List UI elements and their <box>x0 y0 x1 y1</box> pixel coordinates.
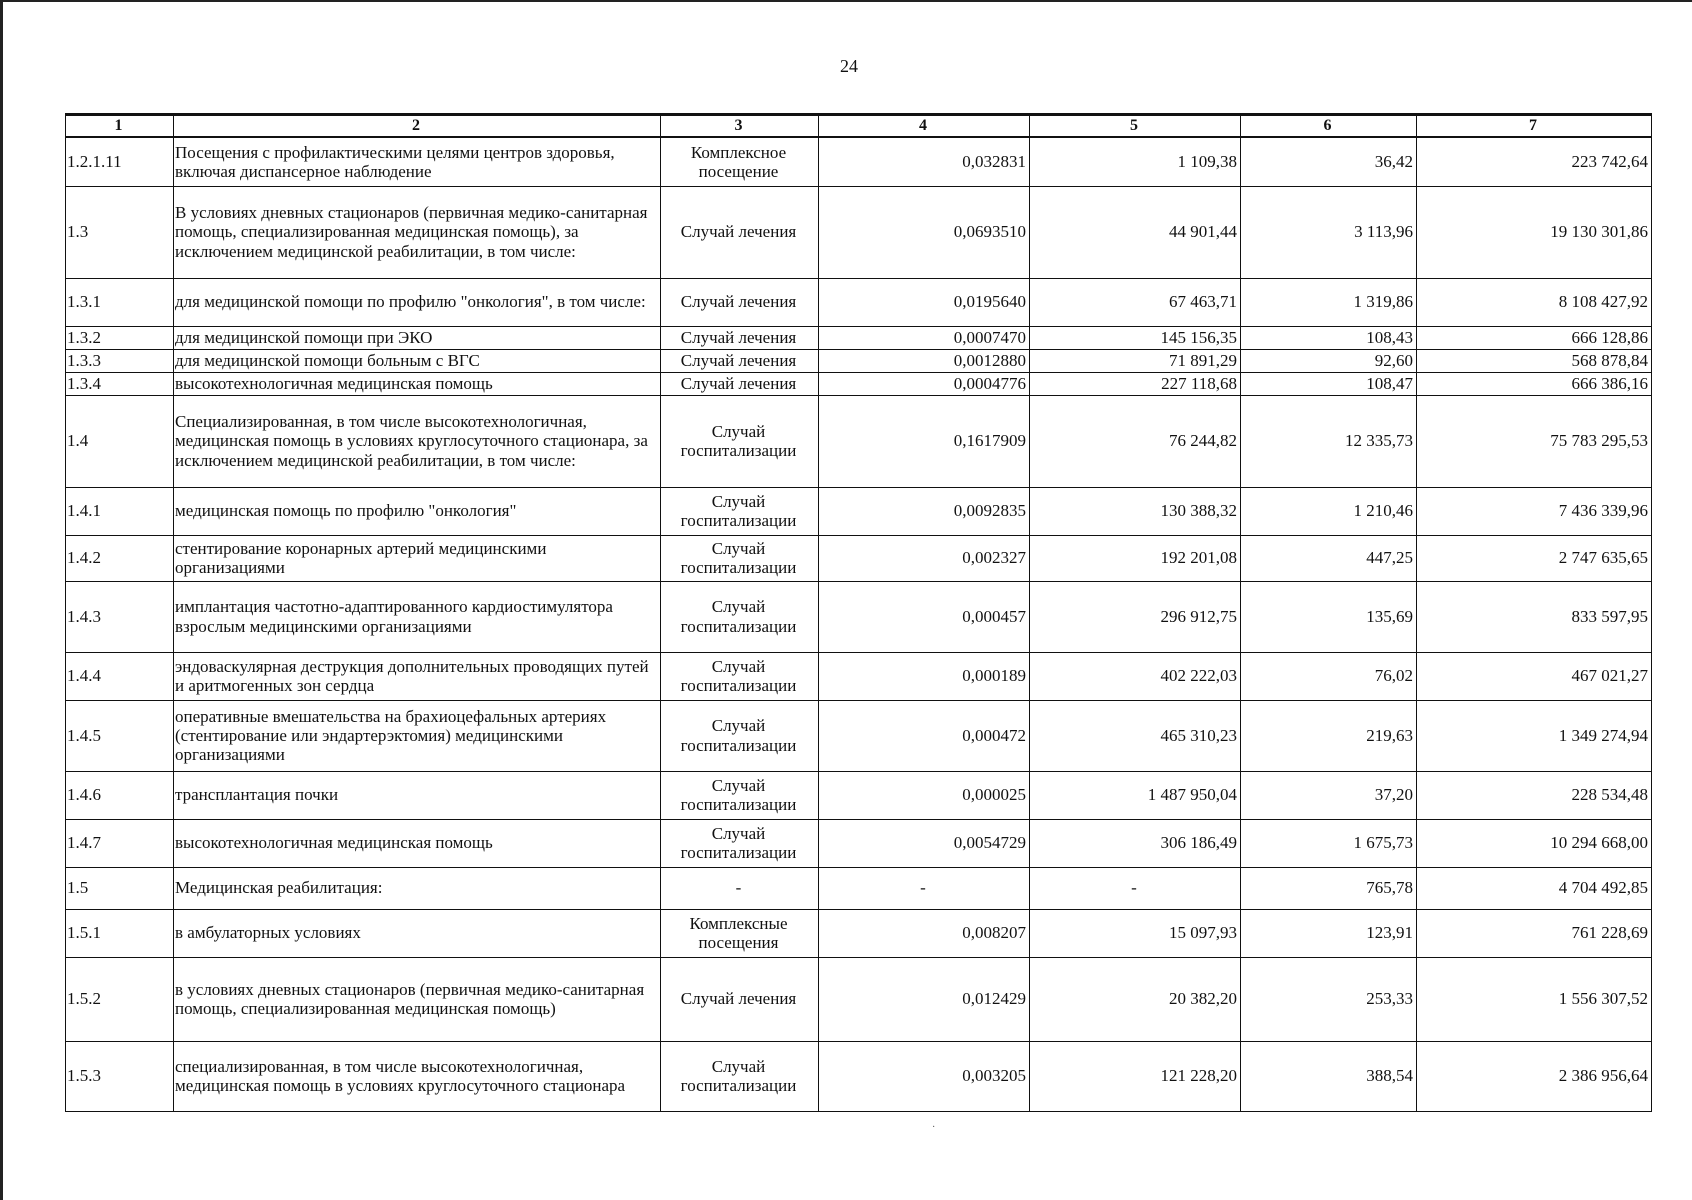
row-col-4: 0,000457 <box>819 581 1030 652</box>
row-col-5: 67 463,71 <box>1030 278 1241 326</box>
row-name: для медицинской помощи при ЭКО <box>174 326 661 349</box>
row-col-6: 1 675,73 <box>1241 819 1417 867</box>
row-col-5: 121 228,20 <box>1030 1041 1241 1111</box>
table-row <box>66 771 1652 819</box>
table-row <box>66 278 1652 326</box>
row-col-6: 219,63 <box>1241 700 1417 771</box>
row-name: трансплантация почки <box>174 771 661 819</box>
row-code: 1.4.6 <box>66 771 174 819</box>
row-col-7: 1 349 274,94 <box>1417 700 1652 771</box>
row-col-7: 2 386 956,64 <box>1417 1041 1652 1111</box>
row-unit: Случай госпитализации <box>661 1041 819 1111</box>
row-col-4: 0,0092835 <box>819 487 1030 535</box>
table-row <box>66 652 1652 700</box>
row-code: 1.4.1 <box>66 487 174 535</box>
row-name: В условиях дневных стационаров (первичная медико-санитарная помощь, специализированная медицинская помощь), за исключением медицинской реабилитации, в том числе: <box>174 186 661 278</box>
row-name: имплантация частотно-адаптированного кардиостимулятора взрослым медицинскими организациями <box>174 581 661 652</box>
row-col-7: 568 878,84 <box>1417 349 1652 372</box>
row-col-6: 12 335,73 <box>1241 395 1417 487</box>
row-col-6: 37,20 <box>1241 771 1417 819</box>
row-name: высокотехнологичная медицинская помощь <box>174 372 661 395</box>
row-col-7: 19 130 301,86 <box>1417 186 1652 278</box>
row-code: 1.4.3 <box>66 581 174 652</box>
row-name: Медицинская реабилитация: <box>174 867 661 909</box>
row-name: в условиях дневных стационаров (первичная медико-санитарная помощь, специализированная медицинская помощь) <box>174 957 661 1041</box>
row-col-6: 765,78 <box>1241 867 1417 909</box>
row-unit: Случай госпитализации <box>661 652 819 700</box>
row-name: Посещения с профилактическими целями центров здоровья, включая диспансерное наблюдение <box>174 137 661 186</box>
row-name: Специализированная, в том числе высокотехнологичная, медицинская помощь в условиях круглосуточного стационара, за исключением медицинской реабилитации, в том числе: <box>174 395 661 487</box>
row-col-7: 833 597,95 <box>1417 581 1652 652</box>
row-name: для медицинской помощи по профилю "онкология", в том числе: <box>174 278 661 326</box>
row-col-5: 1 487 950,04 <box>1030 771 1241 819</box>
row-col-6: 123,91 <box>1241 909 1417 957</box>
table-row <box>66 487 1652 535</box>
row-col-5: 192 201,08 <box>1030 535 1241 581</box>
row-unit: Случай госпитализации <box>661 487 819 535</box>
row-col-4: 0,002327 <box>819 535 1030 581</box>
row-col-6: 92,60 <box>1241 349 1417 372</box>
row-code: 1.3.4 <box>66 372 174 395</box>
row-col-6: 447,25 <box>1241 535 1417 581</box>
row-col-7: 2 747 635,65 <box>1417 535 1652 581</box>
row-code: 1.4.4 <box>66 652 174 700</box>
row-col-7: 4 704 492,85 <box>1417 867 1652 909</box>
row-col-5: 130 388,32 <box>1030 487 1241 535</box>
row-col-4: 0,012429 <box>819 957 1030 1041</box>
row-name: высокотехнологичная медицинская помощь <box>174 819 661 867</box>
row-col-7: 8 108 427,92 <box>1417 278 1652 326</box>
row-code: 1.5.2 <box>66 957 174 1041</box>
page-number: 24 <box>840 56 858 76</box>
row-code: 1.2.1.11 <box>66 137 174 186</box>
row-unit: - <box>661 867 819 909</box>
row-col-7: 467 021,27 <box>1417 652 1652 700</box>
row-unit: Случай госпитализации <box>661 700 819 771</box>
row-col-4: 0,0004776 <box>819 372 1030 395</box>
row-col-5: 76 244,82 <box>1030 395 1241 487</box>
row-col-7: 10 294 668,00 <box>1417 819 1652 867</box>
row-code: 1.3.3 <box>66 349 174 372</box>
row-col-6: 388,54 <box>1241 1041 1417 1111</box>
row-unit: Комплексное посещение <box>661 137 819 186</box>
row-unit: Случай госпитализации <box>661 535 819 581</box>
row-col-4: 0,0054729 <box>819 819 1030 867</box>
row-unit: Случай госпитализации <box>661 771 819 819</box>
table-row <box>66 326 1652 349</box>
table-row <box>66 535 1652 581</box>
row-name: медицинская помощь по профилю "онкология" <box>174 487 661 535</box>
row-col-7: 666 386,16 <box>1417 372 1652 395</box>
row-code: 1.4.7 <box>66 819 174 867</box>
row-col-6: 108,47 <box>1241 372 1417 395</box>
row-col-5: 44 901,44 <box>1030 186 1241 278</box>
row-col-7: 75 783 295,53 <box>1417 395 1652 487</box>
row-col-5: 306 186,49 <box>1030 819 1241 867</box>
data-table <box>65 113 1652 1112</box>
row-col-7: 1 556 307,52 <box>1417 957 1652 1041</box>
row-col-5: 465 310,23 <box>1030 700 1241 771</box>
row-col-5: 227 118,68 <box>1030 372 1241 395</box>
row-unit: Случай лечения <box>661 278 819 326</box>
row-col-4: 0,000472 <box>819 700 1030 771</box>
row-col-4: - <box>819 867 1030 909</box>
row-col-6: 1 319,86 <box>1241 278 1417 326</box>
column-header-7: 7 <box>1417 115 1652 138</box>
row-unit: Случай лечения <box>661 186 819 278</box>
table-row <box>66 581 1652 652</box>
row-unit: Случай лечения <box>661 326 819 349</box>
row-col-6: 36,42 <box>1241 137 1417 186</box>
row-code: 1.5.1 <box>66 909 174 957</box>
row-code: 1.4.2 <box>66 535 174 581</box>
row-col-4: 0,003205 <box>819 1041 1030 1111</box>
row-code: 1.5 <box>66 867 174 909</box>
row-code: 1.3.2 <box>66 326 174 349</box>
column-header-4: 4 <box>819 115 1030 138</box>
table-row <box>66 395 1652 487</box>
row-code: 1.3 <box>66 186 174 278</box>
row-col-5: 20 382,20 <box>1030 957 1241 1041</box>
table-row <box>66 349 1652 372</box>
row-col-4: 0,0007470 <box>819 326 1030 349</box>
row-col-6: 108,43 <box>1241 326 1417 349</box>
row-unit: Случай лечения <box>661 957 819 1041</box>
table-row <box>66 819 1652 867</box>
row-col-7: 7 436 339,96 <box>1417 487 1652 535</box>
row-col-5: 145 156,35 <box>1030 326 1241 349</box>
row-col-7: 666 128,86 <box>1417 326 1652 349</box>
row-col-4: 0,032831 <box>819 137 1030 186</box>
row-code: 1.4 <box>66 395 174 487</box>
row-col-7: 223 742,64 <box>1417 137 1652 186</box>
table-row <box>66 867 1652 909</box>
row-col-4: 0,000189 <box>819 652 1030 700</box>
row-unit: Случай лечения <box>661 349 819 372</box>
row-name: оперативные вмешательства на брахиоцефальных артериях (стентирование или эндартерэктомия) медицинскими организациями <box>174 700 661 771</box>
table-row <box>66 137 1652 186</box>
table-row <box>66 372 1652 395</box>
row-col-4: 0,1617909 <box>819 395 1030 487</box>
row-code: 1.3.1 <box>66 278 174 326</box>
row-col-4: 0,0012880 <box>819 349 1030 372</box>
row-unit: Случай госпитализации <box>661 819 819 867</box>
table-row <box>66 909 1652 957</box>
row-col-5: 71 891,29 <box>1030 349 1241 372</box>
column-header-6: 6 <box>1241 115 1417 138</box>
column-header-3: 3 <box>661 115 819 138</box>
row-col-4: 0,0195640 <box>819 278 1030 326</box>
row-col-5: 15 097,93 <box>1030 909 1241 957</box>
row-col-5: - <box>1030 867 1241 909</box>
row-name: специализированная, в том числе высокотехнологичная, медицинская помощь в условиях круглосуточного стационара <box>174 1041 661 1111</box>
row-col-5: 1 109,38 <box>1030 137 1241 186</box>
table-row <box>66 1041 1652 1111</box>
row-code: 1.5.3 <box>66 1041 174 1111</box>
table-row <box>66 186 1652 278</box>
row-col-7: 228 534,48 <box>1417 771 1652 819</box>
row-col-6: 3 113,96 <box>1241 186 1417 278</box>
row-col-6: 253,33 <box>1241 957 1417 1041</box>
table-row <box>66 700 1652 771</box>
row-col-4: 0,000025 <box>819 771 1030 819</box>
row-col-4: 0,008207 <box>819 909 1030 957</box>
row-col-4: 0,0693510 <box>819 186 1030 278</box>
row-unit: Комплексные посещения <box>661 909 819 957</box>
row-unit: Случай лечения <box>661 372 819 395</box>
row-col-7: 761 228,69 <box>1417 909 1652 957</box>
table-row <box>66 957 1652 1041</box>
row-col-6: 1 210,46 <box>1241 487 1417 535</box>
row-name: в амбулаторных условиях <box>174 909 661 957</box>
row-col-5: 402 222,03 <box>1030 652 1241 700</box>
column-header-1: 1 <box>66 115 174 138</box>
column-header-2: 2 <box>174 115 661 138</box>
scan-artifact: · <box>932 1122 936 1133</box>
row-unit: Случай госпитализации <box>661 581 819 652</box>
column-header-5: 5 <box>1030 115 1241 138</box>
row-name: стентирование коронарных артерий медицинскими организациями <box>174 535 661 581</box>
row-col-5: 296 912,75 <box>1030 581 1241 652</box>
row-col-6: 135,69 <box>1241 581 1417 652</box>
row-unit: Случай госпитализации <box>661 395 819 487</box>
row-code: 1.4.5 <box>66 700 174 771</box>
row-name: эндоваскулярная деструкция дополнительных проводящих путей и аритмогенных зон сердца <box>174 652 661 700</box>
row-name: для медицинской помощи больным с ВГС <box>174 349 661 372</box>
table-header-row <box>66 115 1652 138</box>
row-col-6: 76,02 <box>1241 652 1417 700</box>
